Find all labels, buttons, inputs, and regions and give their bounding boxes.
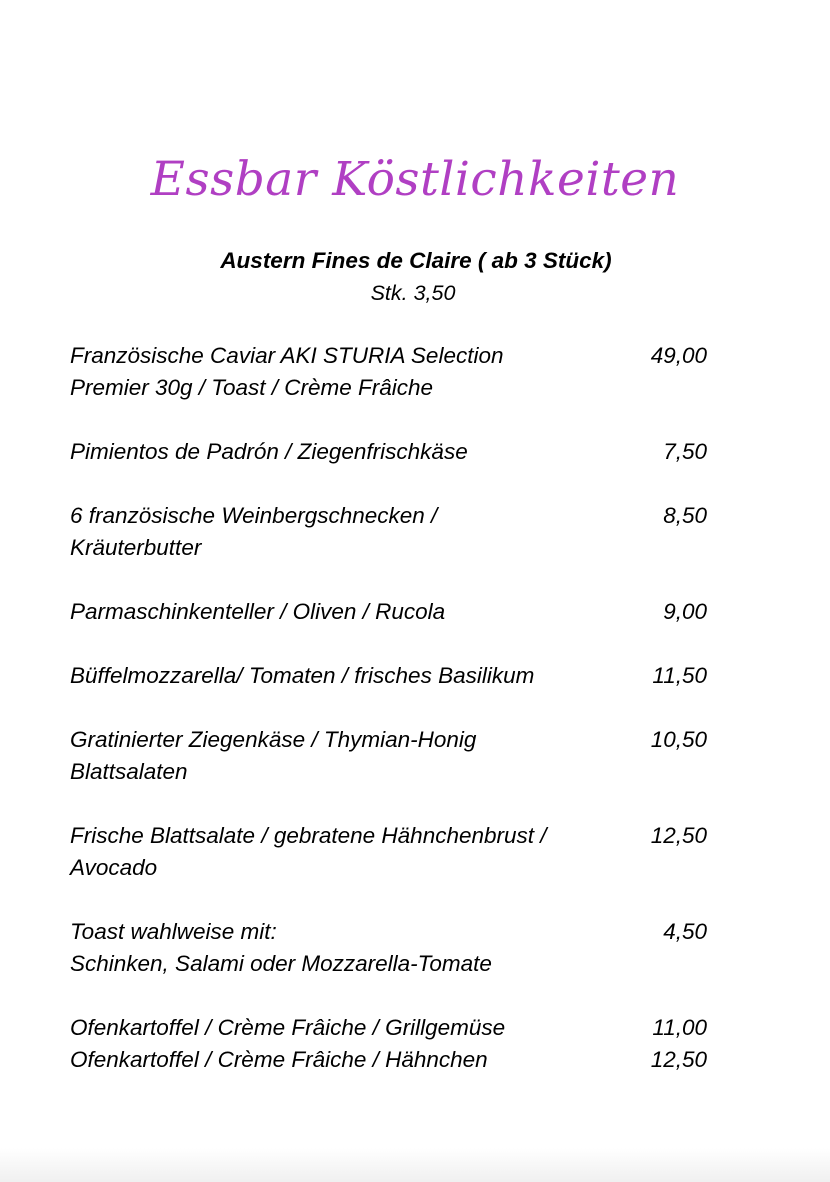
menu-item — [70, 596, 710, 628]
menu-item-description: Frische Blattsalate / gebratene Hähnchenbrust / — [70, 823, 547, 848]
menu-item — [70, 724, 710, 788]
menu-item — [70, 1012, 710, 1076]
menu-item-price — [627, 756, 710, 788]
menu-item-line — [70, 1044, 710, 1076]
menu-item-price — [627, 372, 710, 404]
menu-item — [70, 916, 710, 980]
menu-item-price: 11,50 — [652, 663, 707, 688]
menu-item-description: 6 französische Weinbergschnecken / — [70, 503, 438, 528]
menu-item-price: 7,50 — [663, 439, 707, 464]
menu-item-price: 10,50 — [650, 727, 707, 752]
menu-item-description: Ofenkartoffel / Crème Frâiche / Hähnchen — [70, 1047, 488, 1072]
menu-item-line — [70, 852, 710, 884]
menu-item — [70, 340, 710, 404]
menu-item — [70, 660, 710, 692]
menu-item-line — [70, 436, 710, 468]
menu-item-line — [70, 532, 710, 564]
featured-item-name: Austern Fines de Claire ( ab 3 Stück) — [220, 248, 612, 273]
menu-item-description: Premier 30g / Toast / Crème Frâiche — [70, 375, 434, 400]
menu-item-description: Parmaschinkenteller / Oliven / Rucola — [70, 599, 446, 624]
featured-item-price: Stk. 3,50 — [370, 281, 456, 305]
menu-item-price: 12,50 — [650, 823, 707, 848]
menu-item-price — [627, 948, 710, 980]
menu-item-line — [70, 500, 710, 532]
menu-item — [70, 500, 710, 564]
menu-item-line — [70, 756, 710, 788]
menu-item-price: 9,00 — [663, 599, 707, 624]
menu-item-line — [70, 820, 710, 852]
featured-item — [0, 245, 830, 309]
menu-item-price: 12,50 — [650, 1047, 707, 1072]
menu-item-line — [70, 1012, 710, 1044]
menu-item-price — [627, 532, 710, 564]
menu-item-price: 49,00 — [650, 343, 707, 368]
menu-item-description: Toast wahlweise mit: — [70, 919, 277, 944]
menu-item-line — [70, 340, 710, 372]
menu-item-description: Ofenkartoffel / Crème Frâiche / Grillgemüse — [70, 1015, 506, 1040]
menu-item-line — [70, 948, 710, 980]
menu-item-description: Schinken, Salami oder Mozzarella-Tomate — [70, 951, 492, 976]
menu-item-description: Pimientos de Padrón / Ziegenfrischkäse — [70, 439, 468, 464]
menu-item-line — [70, 372, 710, 404]
menu-item-price — [627, 852, 710, 884]
menu-item-price: 11,00 — [652, 1015, 707, 1040]
menu-item-line — [70, 916, 710, 948]
menu-item-price: 8,50 — [663, 503, 707, 528]
menu-item-line — [70, 660, 710, 692]
menu-item-description: Büffelmozzarella/ Tomaten / frisches Basilikum — [70, 663, 535, 688]
menu-item-description: Kräuterbutter — [70, 535, 202, 560]
menu-item — [70, 436, 710, 468]
menu-item-description: Blattsalaten — [70, 759, 188, 784]
menu-item-line — [70, 596, 710, 628]
menu-title: Essbar Köstlichkeiten — [150, 152, 680, 207]
page-bottom-edge — [0, 1148, 830, 1182]
menu-item-description: Französische Caviar AKI STURIA Selection — [70, 343, 504, 368]
menu-item-price: 4,50 — [663, 919, 707, 944]
menu-item-description: Avocado — [70, 855, 158, 880]
menu-item-description: Gratinierter Ziegenkäse / Thymian-Honig — [70, 727, 477, 752]
menu-item-line — [70, 724, 710, 756]
menu-item — [70, 820, 710, 884]
